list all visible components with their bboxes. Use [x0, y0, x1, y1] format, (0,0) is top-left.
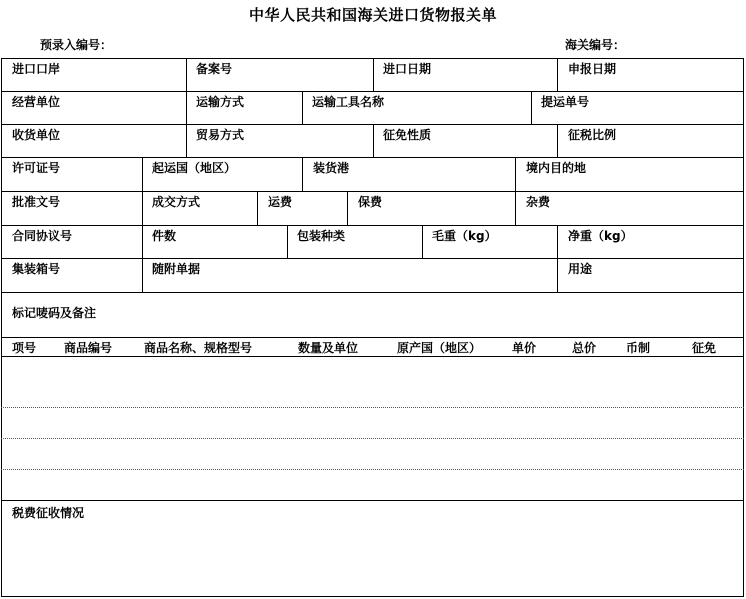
package-type-label: 包装种类 [297, 229, 346, 243]
col-divider [515, 191, 516, 225]
declare-date-label: 申报日期 [568, 62, 617, 76]
approval-no-label: 批准文号 [12, 195, 61, 209]
col-divider [302, 157, 303, 191]
exemption-nature-label: 征免性质 [383, 128, 432, 142]
contract-no-label: 合同协议号 [12, 229, 73, 243]
transport-name-label: 运输工具名称 [312, 95, 385, 109]
col-divider [142, 258, 143, 292]
goods-line [1, 407, 744, 408]
import-port-label: 进口口岸 [12, 62, 61, 76]
bill-of-lading-label: 提运单号 [541, 95, 590, 109]
license-no-label: 许可证号 [12, 161, 61, 175]
col-divider [373, 124, 374, 157]
col-currency: 币制 [626, 341, 651, 355]
tax-status-label: 税费征收情况 [12, 506, 85, 520]
col-divider [557, 124, 558, 157]
col-commodity-code: 商品编号 [64, 341, 113, 355]
goods-line [1, 469, 744, 470]
import-date-label: 进口日期 [383, 62, 432, 76]
col-origin-country: 原产国（地区） [397, 341, 482, 355]
col-divider [142, 225, 143, 258]
row-divider [1, 258, 744, 259]
col-divider [373, 58, 374, 91]
gross-weight-label: 毛重（kg） [432, 229, 497, 243]
form-title: 中华人民共和国海关进口货物报关单 [248, 6, 497, 24]
row-divider [1, 500, 744, 501]
col-exemption: 征免 [692, 341, 717, 355]
col-quantity-unit: 数量及单位 [298, 341, 359, 355]
col-commodity-name: 商品名称、规格型号 [144, 341, 253, 355]
loading-port-label: 装货港 [313, 161, 350, 175]
col-divider [302, 91, 303, 124]
row-divider [1, 337, 744, 338]
row-divider [1, 91, 744, 92]
row-divider [1, 191, 744, 192]
transaction-mode-label: 成交方式 [152, 195, 201, 209]
col-divider [347, 191, 348, 225]
col-divider [186, 58, 187, 91]
col-total-price: 总价 [572, 341, 597, 355]
business-unit-label: 经营单位 [12, 95, 61, 109]
insurance-label: 保费 [358, 195, 383, 209]
customs-number-label: 海关编号： [565, 38, 626, 52]
marks-remarks-label: 标记唛码及备注 [12, 306, 97, 320]
consignee-label: 收货单位 [12, 128, 61, 142]
tax-ratio-label: 征税比例 [568, 128, 617, 142]
col-divider [287, 225, 288, 258]
domestic-destination-label: 境内目的地 [526, 161, 587, 175]
row-divider [1, 157, 744, 158]
origin-country-label: 起运国（地区） [152, 161, 237, 175]
freight-label: 运费 [268, 195, 293, 209]
packages-label: 件数 [152, 229, 177, 243]
col-divider [142, 157, 143, 191]
pre-entry-number-label: 预录入编号： [40, 38, 113, 52]
col-item-no: 项号 [12, 341, 37, 355]
attached-docs-label: 随附单据 [152, 262, 201, 276]
misc-fee-label: 杂费 [526, 195, 551, 209]
col-divider [557, 58, 558, 91]
col-divider [186, 124, 187, 157]
col-divider [515, 157, 516, 191]
record-no-label: 备案号 [196, 62, 233, 76]
col-divider [531, 91, 532, 124]
col-divider [422, 225, 423, 258]
col-divider [557, 258, 558, 292]
col-divider [186, 91, 187, 124]
col-unit-price: 单价 [512, 341, 537, 355]
row-divider [1, 292, 744, 293]
usage-label: 用途 [568, 262, 593, 276]
transport-mode-label: 运输方式 [196, 95, 245, 109]
net-weight-label: 净重（kg） [568, 229, 633, 243]
col-divider [257, 191, 258, 225]
goods-line [1, 438, 744, 439]
row-divider [1, 356, 744, 357]
col-divider [557, 225, 558, 258]
trade-mode-label: 贸易方式 [196, 128, 245, 142]
row-divider [1, 225, 744, 226]
col-divider [142, 191, 143, 225]
container-no-label: 集装箱号 [12, 262, 61, 276]
